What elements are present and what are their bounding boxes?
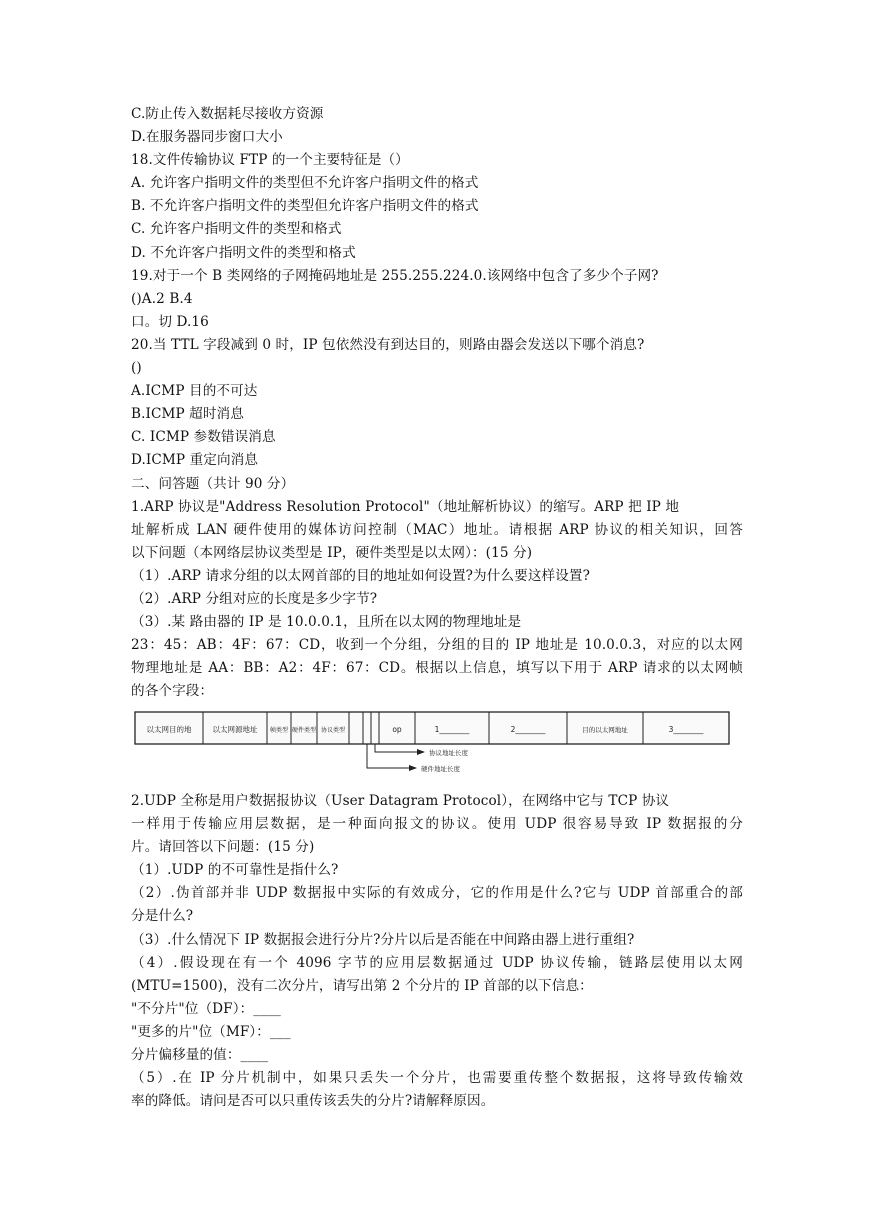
option-a: A.ICMP 目的不可达 xyxy=(131,383,258,400)
subquestion: （5）.在 IP 分片机制中，如果只丢失一个分片，也需要重传整个数据报，这将导致传输效 xyxy=(131,1070,743,1087)
question-20: 20.当 TTL 字段减到 0 时，IP 包依然没有到达目的，则路由器会发送以下哪个消息? xyxy=(131,336,645,353)
question-1-text: 1.ARP 协议是"Address Resolution Protocol"（地址解析协议）的缩写。ARP 把 IP 地 xyxy=(131,498,680,515)
subquestion: (MTU=1500)，没有二次分片，请写出第 2 个分片的 IP 首部的以下信息： xyxy=(131,977,593,994)
question-18: 18.文件传输协议 FTP 的一个主要特征是（） xyxy=(131,152,409,169)
subquestion: 的各个字段： xyxy=(131,683,214,700)
option-d: D.ICMP 重定向消息 xyxy=(131,452,259,469)
text-line: () xyxy=(131,360,142,377)
subquestion: （2）.伪首部并非 UDP 数据报中实际的有效成分，它的作用是什么?它与 UDP 首部重合的部 xyxy=(131,885,743,902)
text-block-top xyxy=(131,103,743,703)
text-line: D.在服务器同步窗口大小 xyxy=(131,129,283,146)
fill-blank: "不分片"位（DF）：____ xyxy=(131,1000,281,1017)
question-2-text: 2.UDP 全称是用户数据报协议（User Datagram Protocol），在网络中它与 TCP 协议 xyxy=(131,793,670,809)
subquestion: （1）.ARP 请求分组的以太网首部的目的地址如何设置?为什么要这样设置? xyxy=(131,567,590,584)
option-a: A. 允许客户指明文件的类型但不允许客户指明文件的格式 xyxy=(131,175,479,192)
question-19: 19.对于一个 B 类网络的子网掩码地址是 255.255.224.0.该网络中包含了多少个子网? xyxy=(131,267,659,284)
cell-dest: 以太网目的地 xyxy=(146,725,192,734)
arrow-head xyxy=(409,765,417,771)
subquestion: 分是什么? xyxy=(131,908,194,925)
blank-2: 2________ xyxy=(510,725,546,734)
subquestion: （1）.UDP 的不可靠性是指什么? xyxy=(131,862,339,879)
arp-frame-diagram xyxy=(131,700,743,786)
fill-blank: "更多的片"位（MF）：___ xyxy=(131,1023,291,1040)
subquestion: 率的降低。请问是否可以只重传该丢失的分片?请解释原因。 xyxy=(131,1093,495,1110)
section-heading: 二、问答题（共计 90 分） xyxy=(131,475,295,492)
option-b: B.ICMP 超时消息 xyxy=(131,406,244,423)
subquestion: （3）.某 路由器的 IP 是 10.0.0.1，且所在以太网的物理地址是 xyxy=(131,614,522,631)
options-line: ()A.2 B.4 xyxy=(131,290,193,307)
subquestion: （2）.ARP 分组对应的长度是多少字节? xyxy=(131,590,378,607)
option-b: B. 不允许客户指明文件的类型但允许客户指明文件的格式 xyxy=(131,198,479,215)
question-2-text: 片。请回答以下问题：(15 分) xyxy=(131,839,315,856)
cell-hw-type: 硬件类型 xyxy=(291,727,317,734)
option-d: D. 不允许客户指明文件的类型和格式 xyxy=(131,244,356,261)
protocol-length-label: 协议地址长度 xyxy=(429,749,468,757)
length-arrows xyxy=(367,744,417,768)
cell-proto-type: 协议类型 xyxy=(320,727,346,734)
fill-blank: 分片偏移量的值：____ xyxy=(131,1047,269,1064)
hardware-length-label: 硬件地址长度 xyxy=(421,765,460,773)
arrow-head xyxy=(417,749,425,755)
cell-op: op xyxy=(392,725,402,734)
question-1-text: 以下问题（本网络层协议类型是 IP，硬件类型是以太网）：(15 分) xyxy=(131,544,533,561)
text-line: C.防止传入数据耗尽接收方资源 xyxy=(131,106,324,122)
cell-target-mac: 目的以太网地址 xyxy=(582,726,628,734)
arp-frame-figure xyxy=(131,700,743,786)
subquestion: 物理地址是 AA：BB：A2：4F：67：CD。根据以上信息，填写以下用于 ARP 请求的以太网帧 xyxy=(131,660,743,677)
blank-3: 3________ xyxy=(668,725,704,734)
subquestion: （4）.假设现在有一个 4096 字节的应用层数据通过 UDP 协议传输，链路层使用以太网 xyxy=(131,954,743,971)
option-c: C. ICMP 参数错误消息 xyxy=(131,429,276,446)
question-2-text: 一样用于传输应用层数据，是一种面向报文的协议。使用 UDP 很容易导致 IP 数据报的分 xyxy=(131,816,743,833)
question-1-text: 址解析成 LAN 硬件使用的媒体访问控制（MAC）地址。请根据 ARP 协议的相关知识，回答 xyxy=(131,521,743,538)
cell-src: 以太网源地址 xyxy=(212,725,258,734)
options-line: 口。切 D.16 xyxy=(131,313,209,330)
option-c: C. 允许客户指明文件的类型和格式 xyxy=(131,221,342,238)
subquestion: 23：45：AB：4F：67：CD，收到一个分组，分组的目的 IP 地址是 10.0.0.3，对应的以太网 xyxy=(131,637,743,654)
subquestion: （3）.什么情况下 IP 数据报会进行分片?分片以后是否能在中间路由器上进行重组? xyxy=(131,931,635,948)
blank-1: 1________ xyxy=(434,725,470,734)
text-block-bottom xyxy=(131,790,743,1113)
cell-frame-type: 帧类型 xyxy=(269,727,289,734)
